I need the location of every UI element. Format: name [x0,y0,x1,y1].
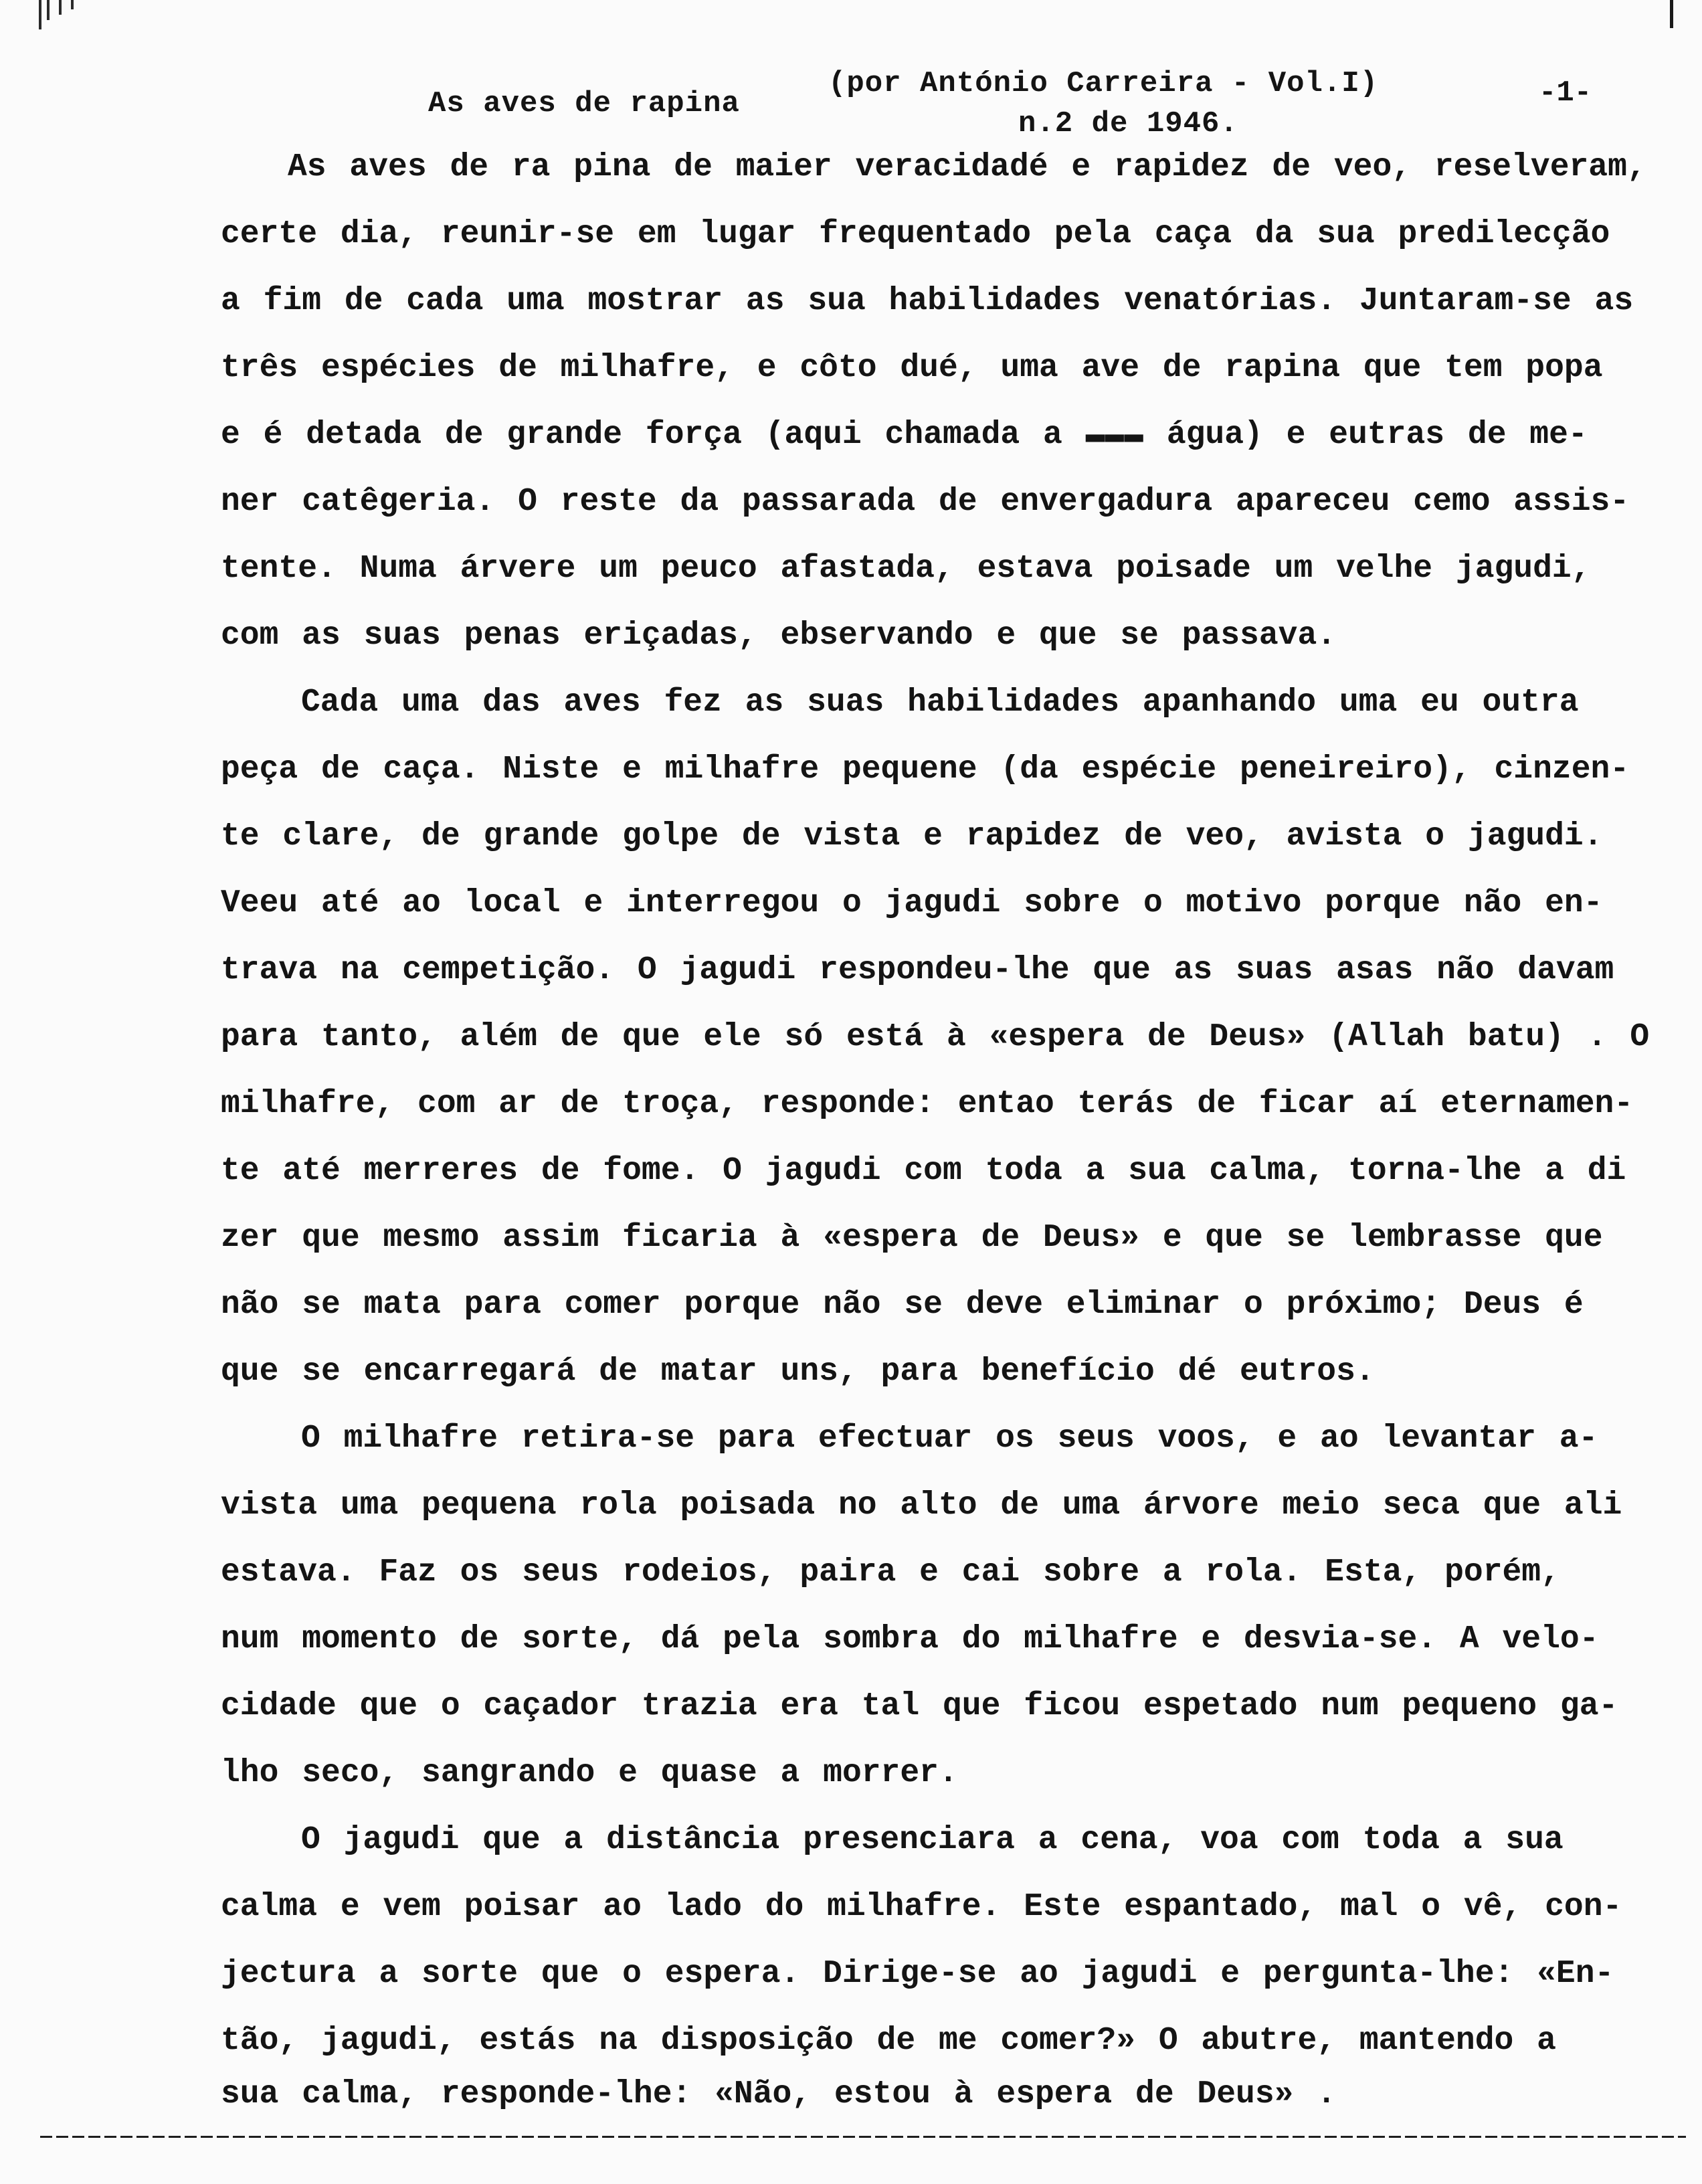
text-line: milhafre, com ar de troça, responde: entao terás de ficar aí eternamen- [221,1086,1634,1122]
text-line: não se mata para comer porque não se deve eliminar o próximo; Deus é [221,1287,1584,1323]
text-line: te clare, de grande golpe de vista e rapidez de veo, avista o jagudi. [221,818,1603,854]
text-line: para tanto, além de que ele só está à «espera de Deus» (Allah batu) . O [221,1019,1650,1055]
text-line: calma e vem poisar ao lado do milhafre. Este espantado, mal o vê, con- [221,1889,1622,1925]
text-line: e é detada de grande força (aqui chamada a ▬▬▬ água) e eutras de me- [221,417,1588,453]
text-line: três espécies de milhafre, e côto dué, uma ave de rapina que tem popa [221,350,1603,386]
text-line: Cada uma das aves fez as suas habilidades apanhando uma eu outra [301,685,1579,721]
scan-edge-mark-right [1670,0,1673,28]
text-line: cidade que o caçador trazia era tal que ficou espetado num pequeno ga- [221,1688,1618,1724]
text-line: As aves de ra pina de maier veracidadé e rapidez de veo, reselveram, [288,149,1646,185]
footer-dashed-rule [40,2136,1686,2138]
text-line: lho seco, sangrando e quase a morrer. [221,1755,958,1791]
text-line: ner catêgeria. O reste da passarada de envergadura apareceu cemo assis- [221,484,1630,520]
text-line: Veeu até ao local e interregou o jagudi sobre o motivo porque não en- [221,885,1603,921]
document-byline: (por António Carreira - Vol.I) [828,67,1379,100]
text-line: tente. Numa árvere um peuco afastada, estava poisade um velhe jagudi, [221,551,1591,587]
text-line: te até merreres de fome. O jagudi com toda a sua calma, torna-lhe a di [221,1153,1626,1189]
scan-edge-marks [39,0,79,29]
text-line: com as suas penas eriçadas, ebservando e que se passava. [221,618,1337,654]
text-line: zer que mesmo assim ficaria à «espera de Deus» e que se lembrasse que [221,1220,1603,1256]
text-line: tão, jagudi, estás na disposição de me comer?» O abutre, mantendo a [221,2023,1556,2059]
page-number: -1- [1539,76,1592,110]
text-line: jectura a sorte que o espera. Dirige-se ao jagudi e pergunta-lhe: «En- [221,1956,1614,1992]
text-line: O milhafre retira-se para efectuar os seus voos, e ao levantar a- [301,1421,1598,1457]
text-line: que se encarregará de matar uns, para benefício dé eutros. [221,1354,1375,1390]
text-line: peça de caça. Niste e milhafre pequene (da espécie peneireiro), cinzen- [221,751,1630,788]
text-line: vista uma pequena rola poisada no alto de uma árvore meio seca que ali [221,1487,1622,1524]
text-line: certe dia, reunir-se em lugar frequentado pela caça da sua predilecção [221,216,1610,252]
document-title: As aves de rapina [428,87,740,120]
text-line: trava na cempetição. O jagudi respondeu-lhe que as suas asas não davam [221,952,1614,988]
document-header [0,67,1702,147]
document-issue: n.2 de 1946. [1018,107,1238,141]
text-line: a fim de cada uma mostrar as sua habilidades venatórias. Juntaram-se as [221,283,1634,319]
text-line: estava. Faz os seus rodeios, paira e cai sobre a rola. Esta, porém, [221,1554,1560,1590]
text-line: sua calma, responde-lhe: «Não, estou à espera de Deus» . [221,2076,1337,2112]
text-line: O jagudi que a distância presenciara a cena, voa com toda a sua [301,1822,1564,1858]
text-line: num momento de sorte, dá pela sombra do milhafre e desvia-se. A velo- [221,1621,1599,1657]
